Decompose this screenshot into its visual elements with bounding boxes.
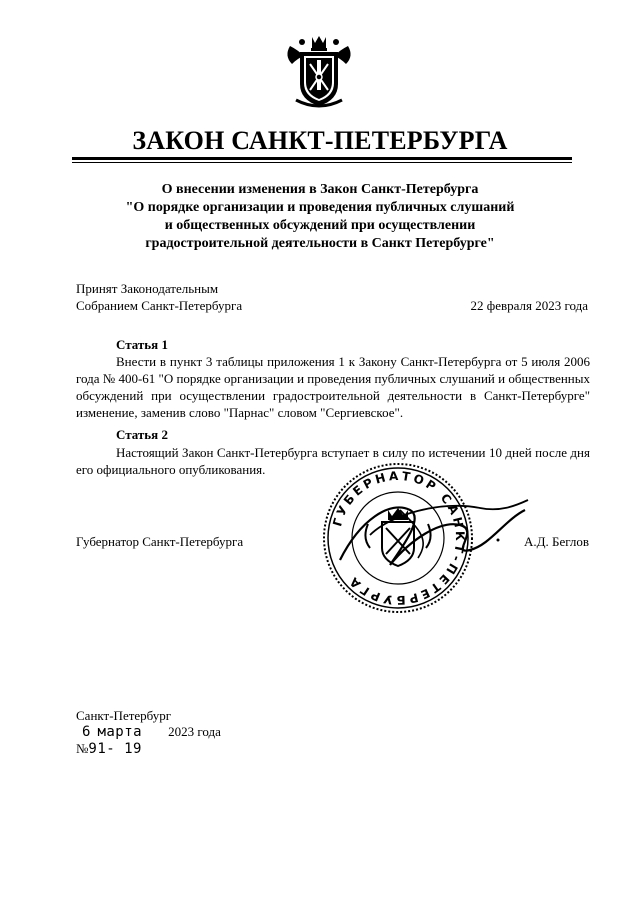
subtitle-line: О внесении изменения в Закон Санкт-Петербурга — [161, 182, 479, 197]
subtitle-line: и общественных обсуждений при осуществлении — [164, 218, 476, 233]
governor-name: А.Д. Беглов — [524, 534, 590, 549]
article-2-heading: Статья 2 — [116, 427, 168, 442]
adoption-line: Собранием Санкт-Петербурга — [76, 298, 243, 313]
number-prefix: № — [76, 741, 89, 756]
signing-place: Санкт-Петербург — [76, 708, 172, 723]
signing-day: 6 — [82, 724, 91, 740]
handwritten-signature-icon — [330, 480, 530, 580]
subtitle-line: "О порядке организации и проведения публичных слушаний — [125, 200, 515, 215]
adoption-line: Принят Законодательным — [76, 281, 219, 296]
adoption-date: 22 февраля 2023 года — [470, 298, 588, 313]
article-1-heading: Статья 1 — [116, 337, 168, 352]
signing-month: марта — [97, 724, 143, 740]
law-number — [76, 741, 142, 757]
coat-of-arms-icon — [282, 34, 356, 110]
article-paragraph: Настоящий Закон Санкт-Петербурга вступает в силу по истечении 10 дней после дня его официального опубликования. — [76, 445, 590, 477]
article-1-text — [76, 353, 590, 421]
law-title: ЗАКОН САНКТ-ПЕТЕРБУРГА — [132, 126, 508, 155]
number-value: 91- 19 — [88, 741, 142, 757]
law-subtitle — [80, 181, 560, 253]
signing-year: 2023 года — [168, 724, 221, 739]
title-rule-thin — [72, 162, 572, 163]
adoption-body — [76, 280, 242, 314]
governor-title: Губернатор Санкт-Петербурга — [76, 534, 244, 549]
article-paragraph: Внести в пункт 3 таблицы приложения 1 к Закону Санкт-Петербурга от 5 июля 2006 года № 400-61 "О порядке организации и проведения публичных слушаний и общественных обсуждений при осуществлении градостроительной деятельности в Санкт-Петербурге" изменение, заменив слово "Парнас" словом "Сергиевское". — [76, 354, 590, 420]
title-rule-thick — [72, 157, 572, 160]
seal-text: ГУБЕРНАТОР САНКТ-ПЕТЕРБУРГА — [330, 468, 468, 608]
signing-date — [82, 724, 221, 740]
subtitle-line: градостроительной деятельности в Санкт Петербурге" — [145, 236, 495, 251]
